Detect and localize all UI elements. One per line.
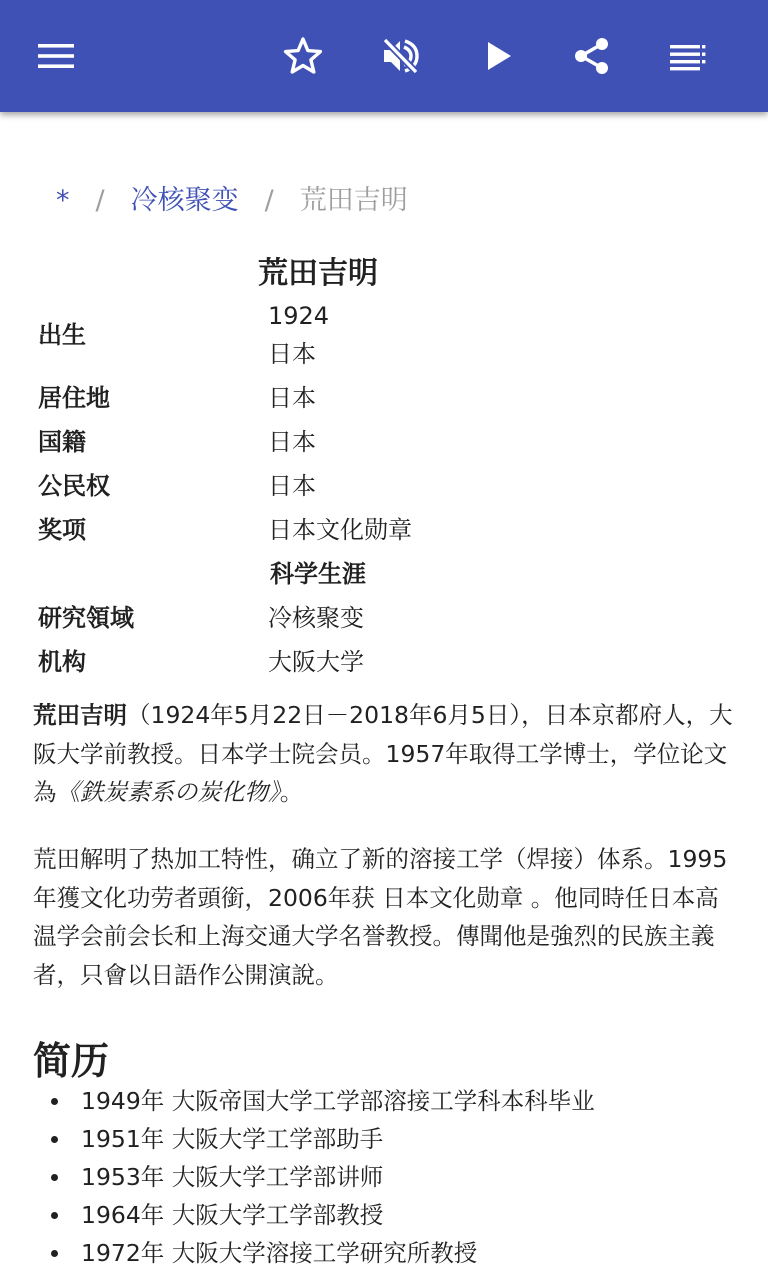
list-item [33, 1158, 738, 1196]
infobox [38, 254, 728, 684]
intro-text-end: 。 [279, 778, 304, 806]
institution-label: 机构 [38, 648, 86, 676]
born-place[interactable]: 日本 [268, 340, 316, 368]
residence-label: 居住地 [38, 384, 110, 412]
intro-text: （1924年5月22日－2018年6月5日），日本京都府人，大阪大学前教授。日本学士院会员。1957年取得工学博士，学位论文為 [33, 701, 733, 806]
playlist-icon [668, 36, 708, 76]
bookmark-button[interactable] [273, 26, 333, 86]
playlist-button[interactable] [658, 26, 718, 86]
mute-button[interactable] [370, 26, 430, 86]
menu-icon [36, 36, 76, 76]
infobox-row-awards [38, 508, 728, 552]
breadcrumb-current: 荒田吉明 [299, 185, 408, 216]
infobox-title: 荒田吉明 [258, 256, 378, 291]
infobox-row-field [38, 596, 728, 640]
residence-value[interactable]: 日本 [268, 384, 316, 412]
volume-off-icon [380, 36, 420, 76]
nationality-value[interactable]: 日本 [268, 428, 316, 456]
born-label: 出生 [38, 321, 86, 349]
play-button[interactable] [468, 26, 528, 86]
career-paragraph: 荒田解明了热加工特性，确立了新的溶接工学（焊接）体系。1995年獲文化功劳者頭銜，2006年获 日本文化勋章 。他同時任日本高温学会前会长和上海交通大学名誉教授。傳聞他是強烈的民族主義者，只會以日語作公開演說。 [33, 845, 728, 989]
born-year: 1924 [268, 302, 330, 330]
list-item-text: 1964年 大阪大学工学部教授 [81, 1201, 384, 1229]
section-heading-biography: 简历 [33, 1039, 110, 1083]
breadcrumb [56, 178, 408, 217]
breadcrumb-separator: / [95, 185, 105, 216]
nationality-label: 国籍 [38, 428, 86, 456]
field-label: 研究領域 [38, 604, 134, 632]
awards-label: 奖项 [38, 516, 86, 544]
share-button[interactable] [562, 26, 622, 86]
list-item-text: 1951年 大阪大学工学部助手 [81, 1125, 384, 1153]
infobox-row-nationality [38, 420, 728, 464]
bullet [51, 1174, 58, 1181]
menu-button[interactable] [26, 26, 86, 86]
breadcrumb-separator: / [264, 185, 274, 216]
list-item-text: 1949年 大阪帝国大学工学部溶接工学科本科毕业 [81, 1087, 595, 1115]
bullet [51, 1098, 58, 1105]
list-item-text: 1953年 大阪大学工学部讲师 [81, 1163, 384, 1191]
list-item [33, 1082, 738, 1120]
list-item [33, 1196, 738, 1234]
breadcrumb-parent[interactable]: 冷核聚变 [130, 185, 239, 216]
intro-paragraph [33, 696, 738, 812]
infobox-row-residence [38, 376, 728, 420]
infobox-row-institution [38, 640, 728, 684]
field-value[interactable]: 冷核聚变 [268, 604, 364, 632]
list-item-text: 1972年 大阪大学溶接工学研究所教授 [81, 1239, 478, 1267]
bullet [51, 1212, 58, 1219]
citizenship-value[interactable]: 日本 [268, 472, 316, 500]
article-content [0, 112, 768, 1280]
infobox-row-citizenship [38, 464, 728, 508]
star-outline-icon [283, 36, 323, 76]
app-bar [0, 0, 768, 112]
career-header: 科学生涯 [270, 560, 366, 588]
born-value [268, 297, 329, 373]
play-icon [478, 36, 518, 76]
bullet [51, 1136, 58, 1143]
infobox-row-born [38, 294, 728, 376]
breadcrumb-home[interactable]: * [56, 185, 70, 216]
awards-value[interactable]: 日本文化勋章 [268, 516, 412, 544]
institution-value[interactable]: 大阪大学 [268, 648, 364, 676]
share-icon [572, 36, 612, 76]
subject-name: 荒田吉明 [33, 701, 127, 729]
list-item [33, 1234, 738, 1272]
citizenship-label: 公民权 [38, 472, 110, 500]
bullet [51, 1250, 58, 1257]
thesis-title: 《鉄炭素系の炭化物》 [56, 778, 280, 806]
list-item [33, 1120, 738, 1158]
timeline-list [33, 1082, 738, 1272]
